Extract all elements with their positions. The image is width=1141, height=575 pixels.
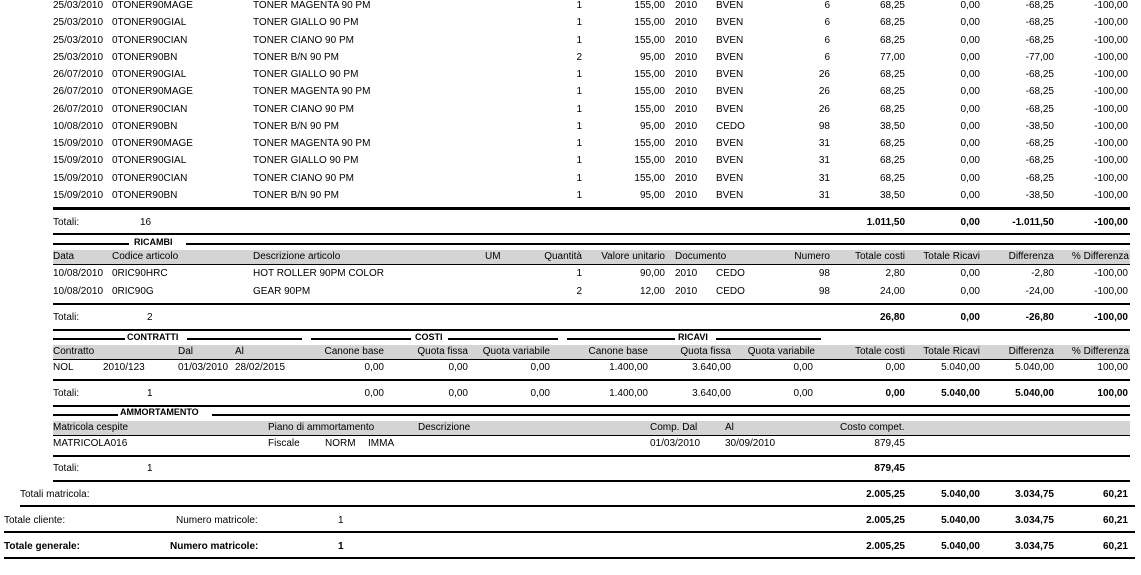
- ricambi-totals-perc: -100,00: [1094, 312, 1128, 323]
- toner-totals-perc: -100,00: [1094, 217, 1128, 228]
- toner-cell-valore: 155,00: [634, 69, 665, 80]
- toner-cell-differenza: -38,50: [1025, 189, 1054, 201]
- ammortamento-row-imma: IMMA: [368, 438, 395, 449]
- contratti-totals-count: 1: [147, 388, 153, 399]
- ricambi-hdr-valore: Valore unitario: [601, 251, 665, 262]
- toner-cell-perc: -100,00: [1094, 138, 1128, 149]
- ammortamento-header-bar: [53, 421, 1130, 435]
- ammortamento-row-al: 30/09/2010: [725, 438, 776, 449]
- totale-cliente-num-label: Numero matricole:: [176, 515, 258, 526]
- toner-cell-data: 26/07/2010: [53, 103, 104, 115]
- ricambi-totals-ricavi: 0,00: [960, 312, 980, 323]
- toner-cell-ricavi: 0,00: [960, 138, 980, 149]
- ricambi-totals-rule: [53, 303, 1130, 305]
- toner-cell-costi: 38,50: [879, 120, 905, 132]
- ricambi-cell-valore: 90,00: [639, 268, 665, 279]
- contratti-totals-canone-base-costi: 0,00: [364, 388, 384, 399]
- toner-cell-perc: -100,00: [1094, 34, 1128, 46]
- toner-cell-anno: 2010: [675, 86, 698, 98]
- contratti-row-quota-variabile-costi: 0,00: [530, 362, 550, 373]
- totale-cliente-differenza: 3.034,75: [1015, 515, 1054, 526]
- contratti-row-dal: 01/03/2010: [178, 362, 229, 373]
- toner-cell-doc: BVEN: [716, 34, 744, 46]
- ammortamento-hdr-comp-dal: Comp. Dal: [650, 422, 698, 433]
- contratti-hdr-ricavi: Totale Ricavi: [923, 346, 980, 357]
- toner-cell-descrizione: TONER B/N 90 PM: [253, 51, 339, 63]
- toner-cell-ricavi: 0,00: [960, 0, 980, 11]
- toner-totals-count: 16: [140, 217, 152, 228]
- contratti-hdr-quota-fissa-costi: Quota fissa: [417, 346, 468, 357]
- totale-generale-label: Totale generale:: [4, 541, 80, 552]
- ricambi-hdr-ricavi: Totale Ricavi: [923, 251, 980, 262]
- ricambi-cell-codice: 0RIC90G: [112, 285, 154, 297]
- ricambi-hdr-um: UM: [485, 251, 501, 262]
- contratti-totals-perc: 100,00: [1097, 388, 1128, 399]
- toner-cell-doc: BVEN: [716, 17, 744, 29]
- toner-cell-doc: BVEN: [716, 86, 744, 98]
- toner-cell-doc: BVEN: [716, 172, 744, 184]
- ricambi-hdr-codice: Codice articolo: [112, 251, 179, 262]
- ricambi-cell-perc: -100,00: [1094, 285, 1128, 297]
- toner-cell-data: 10/08/2010: [53, 120, 104, 132]
- toner-cell-data: 15/09/2010: [53, 155, 104, 167]
- contratti-totals-ricavi: 5.040,00: [941, 388, 980, 399]
- toner-cell-anno: 2010: [675, 51, 698, 63]
- toner-cell-data: 15/09/2010: [53, 172, 104, 184]
- toner-cell-valore: 155,00: [634, 138, 665, 149]
- toner-cell-data: 25/03/2010: [53, 51, 104, 63]
- ammortamento-hdr-costo: Costo compet.: [840, 422, 905, 433]
- toner-cell-numero: 26: [818, 69, 830, 80]
- ammortamento-row-costo: 879,45: [874, 438, 905, 449]
- ricambi-cell-data: 10/08/2010: [53, 285, 104, 297]
- toner-cell-valore: 155,00: [634, 0, 665, 11]
- contratti-section-title: CONTRATTI: [127, 332, 179, 342]
- contratti-hdr-costi: Totale costi: [854, 346, 905, 357]
- toner-cell-valore: 155,00: [634, 103, 665, 115]
- contratti-totals-quota-variabile-ricavi: 0,00: [793, 388, 813, 399]
- ricambi-cell-costi: 2,80: [885, 268, 905, 279]
- toner-cell-descrizione: TONER B/N 90 PM: [253, 189, 339, 201]
- toner-cell-codice: 0TONER90MAGE: [112, 138, 193, 149]
- contratti-hdr-dal: Dal: [178, 346, 194, 357]
- ammortamento-header-rule: [53, 435, 1130, 436]
- ricambi-cell-descrizione: HOT ROLLER 90PM COLOR: [253, 268, 384, 279]
- ricambi-cell-ricavi: 0,00: [960, 268, 980, 279]
- toner-cell-costi: 68,25: [879, 86, 905, 98]
- contratti-totals-rule: [53, 379, 1130, 381]
- toner-cell-doc: BVEN: [716, 0, 744, 11]
- toner-cell-codice: 0TONER90MAGE: [112, 86, 193, 98]
- toner-cell-ricavi: 0,00: [960, 189, 980, 201]
- totale-cliente-costi: 2.005,25: [866, 515, 905, 526]
- toner-cell-quantita: 1: [576, 17, 582, 29]
- toner-cell-numero: 26: [818, 86, 830, 98]
- toner-cell-valore: 95,00: [639, 51, 665, 63]
- totale-generale-num: 1: [338, 541, 344, 552]
- contratti-hdr-canone-base-ricavi: Canone base: [588, 346, 648, 357]
- toner-cell-descrizione: TONER MAGENTA 90 PM: [253, 86, 371, 98]
- toner-cell-valore: 95,00: [639, 189, 665, 201]
- ammortamento-hdr-piano: Piano di ammortamento: [268, 422, 375, 433]
- toner-cell-costi: 68,25: [879, 103, 905, 115]
- contratti-title-rule-mid: [187, 338, 302, 340]
- toner-cell-doc: CEDO: [716, 120, 745, 132]
- contratti-row-canone-base-costi: 0,00: [364, 362, 384, 373]
- toner-cell-valore: 155,00: [634, 172, 665, 184]
- toner-cell-anno: 2010: [675, 103, 698, 115]
- ricambi-cell-numero: 98: [818, 285, 830, 297]
- toner-cell-valore: 155,00: [634, 34, 665, 46]
- toner-cell-differenza: -68,25: [1025, 138, 1054, 149]
- totale-cliente-rule: [4, 531, 1135, 533]
- toner-cell-differenza: -68,25: [1025, 17, 1054, 29]
- toner-cell-descrizione: TONER CIANO 90 PM: [253, 34, 354, 46]
- toner-cell-descrizione: TONER CIANO 90 PM: [253, 103, 354, 115]
- totale-cliente-label: Totale cliente:: [4, 515, 66, 526]
- totale-generale-ricavi: 5.040,00: [941, 541, 980, 552]
- ricambi-totals-differenza: -26,80: [1025, 312, 1054, 323]
- toner-cell-costi: 38,50: [879, 189, 905, 201]
- toner-cell-costi: 68,25: [879, 69, 905, 80]
- toner-cell-perc: -100,00: [1094, 172, 1128, 184]
- toner-cell-codice: 0TONER90BN: [112, 120, 178, 132]
- toner-cell-ricavi: 0,00: [960, 51, 980, 63]
- contratti-totals-costi: 0,00: [885, 388, 905, 399]
- ricambi-cell-differenza: -2,80: [1031, 268, 1054, 279]
- toner-cell-valore: 155,00: [634, 155, 665, 167]
- ricambi-cell-doc: CEDO: [716, 285, 745, 297]
- toner-cell-quantita: 1: [576, 138, 582, 149]
- toner-cell-doc: BVEN: [716, 138, 744, 149]
- ammortamento-section-title: AMMORTAMENTO: [120, 407, 199, 417]
- costi-title-rule-left: [311, 338, 411, 340]
- ricambi-cell-codice: 0RIC90HRC: [112, 268, 168, 279]
- totali-matricola-rule: [20, 505, 1135, 507]
- contratti-hdr-perc: % Differenza: [1071, 346, 1129, 357]
- toner-cell-quantita: 1: [576, 172, 582, 184]
- toner-cell-differenza: -68,25: [1025, 34, 1054, 46]
- toner-cell-codice: 0TONER90MAGE: [112, 0, 193, 11]
- ricambi-hdr-quantita: Quantità: [544, 251, 582, 262]
- toner-cell-numero: 6: [824, 51, 830, 63]
- toner-cell-costi: 68,25: [879, 155, 905, 167]
- ricavi-title-rule-right: [716, 338, 821, 340]
- toner-cell-differenza: -68,25: [1025, 155, 1054, 167]
- contratti-section-end-rule: [53, 405, 1130, 407]
- toner-cell-descrizione: TONER GIALLO 90 PM: [253, 69, 359, 80]
- contratti-row-al: 28/02/2015: [235, 362, 286, 373]
- contratti-row-numero: 2010/123: [103, 362, 145, 373]
- costi-title-rule-right: [448, 338, 558, 340]
- toner-cell-data: 26/07/2010: [53, 86, 104, 98]
- toner-cell-anno: 2010: [675, 34, 698, 46]
- toner-cell-codice: 0TONER90BN: [112, 189, 178, 201]
- toner-cell-doc: BVEN: [716, 69, 744, 80]
- toner-cell-numero: 6: [824, 0, 830, 11]
- toner-cell-descrizione: TONER GIALLO 90 PM: [253, 155, 359, 167]
- toner-cell-differenza: -77,00: [1025, 51, 1054, 63]
- ammortamento-row-norm: NORM: [325, 438, 356, 449]
- contratti-row-perc: 100,00: [1097, 362, 1128, 373]
- contratti-hdr-differenza: Differenza: [1008, 346, 1054, 357]
- ricambi-cell-costi: 24,00: [879, 285, 905, 297]
- ricambi-hdr-documento: Documento: [675, 251, 727, 262]
- ricambi-cell-descrizione: GEAR 90PM: [253, 285, 311, 297]
- totale-generale-costi: 2.005,25: [866, 541, 905, 552]
- ricambi-title-rule-right: [186, 243, 1130, 245]
- toner-cell-quantita: 1: [576, 103, 582, 115]
- ammortamento-section-end-rule: [53, 480, 1130, 482]
- toner-cell-data: 15/09/2010: [53, 138, 104, 149]
- toner-cell-data: 26/07/2010: [53, 69, 104, 80]
- toner-cell-numero: 31: [818, 172, 830, 184]
- totale-cliente-num: 1: [338, 515, 344, 526]
- ammortamento-title-rule-right: [212, 414, 1130, 416]
- toner-cell-codice: 0TONER90CIAN: [112, 103, 188, 115]
- totali-matricola-differenza: 3.034,75: [1015, 489, 1054, 500]
- toner-cell-anno: 2010: [675, 138, 698, 149]
- toner-cell-ricavi: 0,00: [960, 34, 980, 46]
- toner-cell-ricavi: 0,00: [960, 103, 980, 115]
- ammortamento-row-comp-dal: 01/03/2010: [650, 438, 701, 449]
- toner-cell-descrizione: TONER CIANO 90 PM: [253, 172, 354, 184]
- toner-cell-costi: 68,25: [879, 17, 905, 29]
- toner-cell-data: 25/03/2010: [53, 17, 104, 29]
- toner-cell-valore: 95,00: [639, 120, 665, 132]
- ammortamento-row-piano: Fiscale: [268, 438, 300, 449]
- totale-generale-num-label: Numero matricole:: [170, 541, 259, 552]
- ricambi-cell-data: 10/08/2010: [53, 268, 104, 279]
- contratti-row-quota-variabile-ricavi: 0,00: [793, 362, 813, 373]
- ricambi-hdr-perc: % Differenza: [1071, 251, 1129, 262]
- toner-cell-quantita: 1: [576, 34, 582, 46]
- toner-cell-ricavi: 0,00: [960, 155, 980, 167]
- contratti-totals-quota-fissa-ricavi: 3.640,00: [692, 388, 731, 399]
- toner-cell-differenza: -68,25: [1025, 86, 1054, 98]
- toner-cell-anno: 2010: [675, 69, 698, 80]
- toner-cell-quantita: 1: [576, 0, 582, 11]
- contratti-totals-canone-base-ricavi: 1.400,00: [609, 388, 648, 399]
- contratti-hdr-quota-variabile-costi: Quota variabile: [482, 346, 550, 357]
- totale-generale-rule: [4, 557, 1135, 559]
- toner-cell-descrizione: TONER B/N 90 PM: [253, 120, 339, 132]
- toner-cell-anno: 2010: [675, 155, 698, 167]
- contratti-hdr-canone-base-costi: Canone base: [324, 346, 384, 357]
- toner-cell-descrizione: TONER GIALLO 90 PM: [253, 17, 359, 29]
- ricambi-cell-quantita: 1: [576, 268, 582, 279]
- ricambi-section-title: RICAMBI: [134, 237, 173, 247]
- toner-cell-data: 25/03/2010: [53, 0, 104, 11]
- contratti-row-differenza: 5.040,00: [1015, 362, 1054, 373]
- ricambi-hdr-data: Data: [53, 251, 75, 262]
- ricambi-cell-doc: CEDO: [716, 268, 745, 279]
- ricambi-hdr-descrizione: Descrizione articolo: [253, 251, 341, 262]
- toner-cell-differenza: -38,50: [1025, 120, 1054, 132]
- ricambi-hdr-differenza: Differenza: [1008, 251, 1054, 262]
- totale-cliente-perc: 60,21: [1102, 515, 1128, 526]
- ricambi-hdr-costi: Totale costi: [854, 251, 905, 262]
- totale-generale-perc: 60,21: [1102, 541, 1128, 552]
- ricambi-totals-count: 2: [147, 312, 153, 323]
- toner-cell-perc: -100,00: [1094, 103, 1128, 115]
- contratti-totals-differenza: 5.040,00: [1015, 388, 1054, 399]
- toner-cell-doc: BVEN: [716, 103, 744, 115]
- contratti-row-ricavi: 5.040,00: [941, 362, 980, 373]
- ricambi-title-rule-left: [53, 243, 129, 245]
- toner-cell-anno: 2010: [675, 172, 698, 184]
- toner-totals-label: Totali:: [53, 217, 80, 228]
- contratti-row-tipo: NOL: [53, 362, 74, 373]
- toner-cell-quantita: 1: [576, 155, 582, 167]
- totali-matricola-perc: 60,21: [1102, 489, 1128, 500]
- toner-cell-quantita: 1: [576, 120, 582, 132]
- ricambi-totals-costi: 26,80: [879, 312, 905, 323]
- ammortamento-totals-count: 1: [147, 463, 153, 474]
- toner-cell-codice: 0TONER90GIAL: [112, 17, 187, 29]
- toner-totals-rule: [53, 207, 1130, 210]
- ammortamento-hdr-matricola: Matricola cespite: [53, 422, 129, 433]
- totali-matricola-ricavi: 5.040,00: [941, 489, 980, 500]
- contratti-hdr-contratto: Contratto: [53, 346, 95, 357]
- toner-cell-numero: 6: [824, 17, 830, 29]
- ricambi-cell-differenza: -24,00: [1025, 285, 1054, 297]
- ricambi-cell-valore: 12,00: [639, 285, 665, 297]
- toner-cell-doc: BVEN: [716, 155, 744, 167]
- ricambi-cell-numero: 98: [818, 268, 830, 279]
- contratti-title-rule-left: [53, 338, 125, 340]
- toner-cell-perc: -100,00: [1094, 17, 1128, 29]
- contratti-row-costi: 0,00: [885, 362, 905, 373]
- toner-cell-anno: 2010: [675, 120, 698, 132]
- ammortamento-row-matricola: MATRICOLA016: [53, 438, 128, 449]
- toner-cell-anno: 2010: [675, 189, 698, 201]
- toner-cell-quantita: 1: [576, 69, 582, 80]
- toner-cell-anno: 2010: [675, 0, 698, 11]
- toner-cell-differenza: -68,25: [1025, 0, 1054, 11]
- ammortamento-totals-label: Totali:: [53, 463, 80, 474]
- toner-cell-costi: 77,00: [879, 51, 905, 63]
- ricambi-header-rule: [53, 264, 1130, 265]
- toner-cell-codice: 0TONER90CIAN: [112, 172, 188, 184]
- contratti-hdr-quota-fissa-ricavi: Quota fissa: [680, 346, 731, 357]
- ricambi-cell-perc: -100,00: [1094, 268, 1128, 279]
- toner-cell-differenza: -68,25: [1025, 103, 1054, 115]
- toner-cell-quantita: 2: [576, 51, 582, 63]
- toner-cell-data: 15/09/2010: [53, 189, 104, 201]
- toner-cell-costi: 68,25: [879, 34, 905, 46]
- toner-cell-numero: 98: [818, 120, 830, 132]
- toner-cell-anno: 2010: [675, 17, 698, 29]
- toner-cell-quantita: 1: [576, 189, 582, 201]
- toner-cell-doc: BVEN: [716, 51, 744, 63]
- toner-totals-differenza: -1.011,50: [1012, 217, 1054, 228]
- toner-cell-differenza: -68,25: [1025, 69, 1054, 80]
- contratti-totals-label: Totali:: [53, 388, 80, 399]
- toner-cell-numero: 26: [818, 103, 830, 115]
- toner-cell-perc: -100,00: [1094, 69, 1128, 80]
- toner-cell-codice: 0TONER90GIAL: [112, 155, 187, 167]
- toner-totals-ricavi: 0,00: [960, 217, 980, 228]
- toner-cell-perc: -100,00: [1094, 86, 1128, 98]
- toner-section-end-rule: [53, 233, 1130, 235]
- toner-cell-numero: 31: [818, 189, 830, 201]
- totale-cliente-ricavi: 5.040,00: [941, 515, 980, 526]
- toner-cell-descrizione: TONER MAGENTA 90 PM: [253, 0, 371, 11]
- toner-cell-numero: 6: [824, 34, 830, 46]
- ricambi-cell-anno: 2010: [675, 285, 698, 297]
- toner-cell-ricavi: 0,00: [960, 172, 980, 184]
- contratti-totals-quota-variabile-costi: 0,00: [530, 388, 550, 399]
- toner-cell-codice: 0TONER90BN: [112, 51, 178, 63]
- toner-cell-ricavi: 0,00: [960, 69, 980, 80]
- contratti-hdr-al: Al: [235, 346, 244, 357]
- toner-cell-ricavi: 0,00: [960, 17, 980, 29]
- totali-matricola-label: Totali matricola:: [20, 489, 90, 500]
- toner-cell-perc: -100,00: [1094, 0, 1128, 11]
- contratti-totals-quota-fissa-costi: 0,00: [448, 388, 468, 399]
- contratti-hdr-quota-variabile-ricavi: Quota variabile: [747, 346, 815, 357]
- toner-totals-costi: 1.011,50: [866, 217, 905, 228]
- toner-cell-costi: 68,25: [879, 0, 905, 11]
- ricambi-hdr-numero: Numero: [794, 251, 830, 262]
- toner-cell-data: 25/03/2010: [53, 34, 104, 46]
- ricambi-cell-anno: 2010: [675, 268, 698, 279]
- ricambi-totals-label: Totali:: [53, 312, 80, 323]
- toner-cell-perc: -100,00: [1094, 189, 1128, 201]
- toner-cell-codice: 0TONER90CIAN: [112, 34, 188, 46]
- toner-cell-codice: 0TONER90GIAL: [112, 69, 187, 80]
- ammortamento-hdr-descrizione: Descrizione: [418, 422, 471, 433]
- contratti-header-rule: [53, 359, 1130, 360]
- toner-cell-differenza: -68,25: [1025, 172, 1054, 184]
- toner-cell-valore: 155,00: [634, 86, 665, 98]
- toner-cell-perc: -100,00: [1094, 51, 1128, 63]
- ricambi-cell-ricavi: 0,00: [960, 285, 980, 297]
- ammortamento-totals-rule: [53, 455, 1130, 457]
- contratti-row-quota-fissa-ricavi: 3.640,00: [692, 362, 731, 373]
- ricambi-section-end-rule: [53, 329, 1130, 331]
- costi-group-title: COSTI: [415, 332, 443, 342]
- toner-cell-doc: BVEN: [716, 189, 744, 201]
- ricavi-group-title: RICAVI: [678, 332, 708, 342]
- toner-cell-numero: 31: [818, 138, 830, 149]
- toner-cell-perc: -100,00: [1094, 120, 1128, 132]
- toner-cell-valore: 155,00: [634, 17, 665, 29]
- toner-cell-ricavi: 0,00: [960, 86, 980, 98]
- toner-cell-quantita: 1: [576, 86, 582, 98]
- toner-cell-perc: -100,00: [1094, 155, 1128, 167]
- ricavi-title-rule-left: [567, 338, 675, 340]
- contratti-row-canone-base-ricavi: 1.400,00: [609, 362, 648, 373]
- totali-matricola-costi: 2.005,25: [866, 489, 905, 500]
- contratti-row-quota-fissa-costi: 0,00: [448, 362, 468, 373]
- ammortamento-title-rule-left: [53, 414, 118, 416]
- toner-cell-ricavi: 0,00: [960, 120, 980, 132]
- toner-cell-numero: 31: [818, 155, 830, 167]
- totale-generale-differenza: 3.034,75: [1015, 541, 1054, 552]
- toner-cell-costi: 68,25: [879, 172, 905, 184]
- toner-cell-costi: 68,25: [879, 138, 905, 149]
- toner-cell-descrizione: TONER MAGENTA 90 PM: [253, 138, 371, 149]
- ricambi-cell-quantita: 2: [576, 285, 582, 297]
- ammortamento-hdr-al: Al: [725, 422, 734, 433]
- ammortamento-totals-costo: 879,45: [874, 463, 905, 474]
